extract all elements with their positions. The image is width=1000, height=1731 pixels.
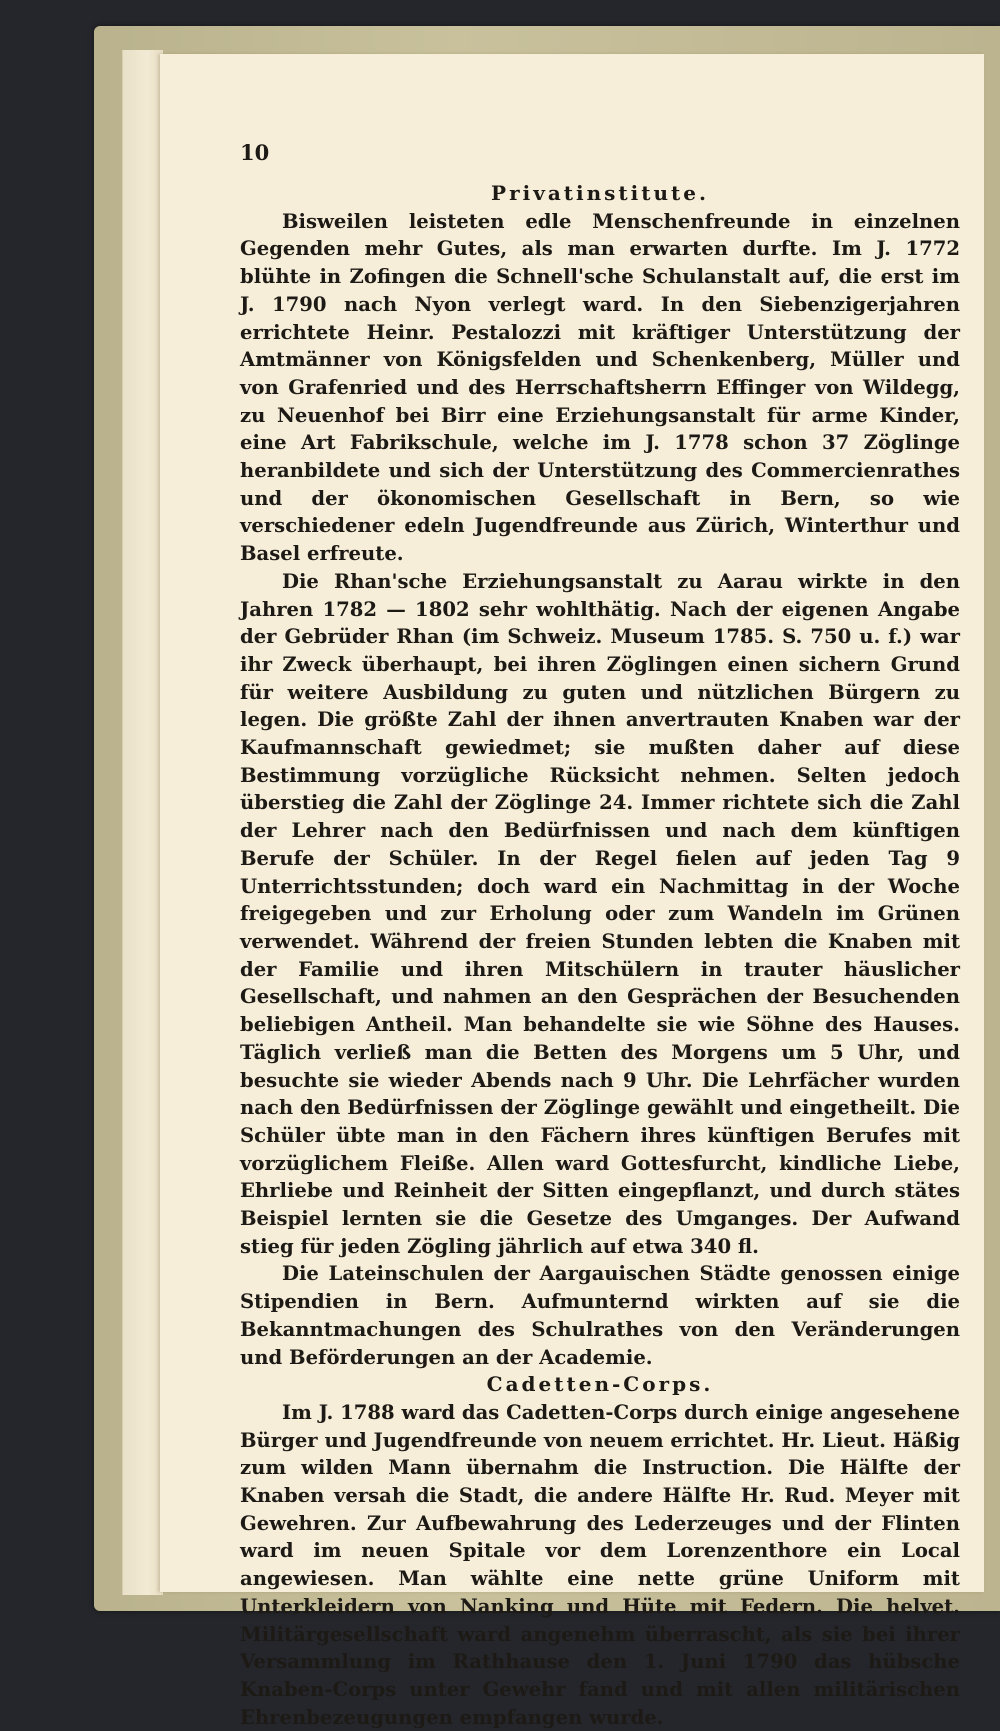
section-heading-privatinstitute: Privatinstitute. <box>491 181 709 205</box>
section-heading-cadetten-corps: Cadetten-Corps. <box>486 1372 714 1397</box>
page-number: 10 <box>240 140 270 165</box>
book-page <box>160 54 984 1729</box>
paragraph: Die Rhan'sche Erziehungsanstalt zu Aarau wirkte in den Jahren 1782 — 1802 sehr wohlthätig. Nach der eigenen Angabe der Gebrüder Rhan (im Schweiz. Museum 1785. S. 750 u. f.) war ihr Zweck überhaupt, bei ihren Zöglingen einen sichern Grund für weitere Ausbildung zu guten und nützlichen Bürgern zu legen. Die größte Zahl der ihnen anvertrauten Knaben war der Kaufmannschaft gewiedmet; sie mußten daher auf diese Bestimmung vorzügliche Rücksicht nehmen. Selten jedoch überstieg die Zahl der Zöglinge 24. Immer richtete sich die Zahl der Lehrer nach den Bedürfnissen und nach dem künftigen Berufe der Schüler. In der Regel fielen auf jeden Tag 9 Unterrichtsstunden; doch ward ein Nachmittag in der Woche freigegeben und zur Erholung oder zum Wandeln im Grünen verwendet. Während der freien Stunden lebten die Knaben mit der Familie und ihren Mitschülern in trauter häuslicher Gesellschaft, und nahmen an den Gesprächen der Besuchenden beliebigen Antheil. Man behandelte sie wie Söhne des Hauses. Täglich verließ man die Betten des Morgens um 5 Uhr, und besuchte sie wieder Abends nach 9 Uhr. Die Lehrfächer wurden nach den Bedürfnissen der Zöglinge gewählt und eingetheilt. Die Schüler übte man in den Fächern ihres künftigen Berufes mit vorzüglichem Fleiße. Allen ward Gottesfurcht, kindliche Liebe, Ehrliebe und Reinheit der Sitten eingepflanzt, und durch stätes Beispiel lernten sie die Gesetze des Umganges. Der Aufwand stieg für jeden Zögling jährlich auf etwa 340 fl. <box>240 569 960 1258</box>
page-edge <box>122 50 163 1595</box>
paragraph: Bisweilen leisteten edle Menschenfreunde in einzelnen Gegenden mehr Gutes, als man erwarten durfte. Im J. 1772 blühte in Zofingen die Schnell'sche Schulanstalt auf, die erst im J. 1790 nach Nyon verlegt ward. In den Siebenzigerjahren errichtete Heinr. Pestalozzi mit kräftiger Unterstützung der Amtmänner von Königsfelden und Schenkenberg, Müller und von Grafenried und des Herrschaftsherrn Effinger von Wildegg, zu Neuenhof bei Birr eine Erziehungsanstalt für arme Kinder, eine Art Fabrikschule, welche im J. 1778 schon 37 Zöglinge heranbildete und sich der Unterstützung des Commercienrathes und der ökonomischen Gesellschaft in Bern, so wie verschiedener edeln Jugendfreunde aus Zürich, Winterthur und Basel erfreute. <box>240 209 960 566</box>
page-text <box>240 142 960 1731</box>
paragraph: Die Lateinschulen der Aargauischen Städte genossen einige Stipendien in Bern. Aufmunternd wirkten auf sie die Bekanntmachungen des Schulrathes von den Veränderungen und Beförderungen an der Academie. <box>240 1262 960 1369</box>
paragraph: Im J. 1788 ward das Cadetten-Corps durch einige angesehene Bürger und Jugendfreunde von neuem errichtet. Hr. Lieut. Häßig zum wilden Mann übernahm die Instruction. Die Hälfte der Knaben versah die Stadt, die andere Hälfte Hr. Rud. Meyer mit Gewehren. Zur Aufbewahrung des Lederzeuges und der Flinten ward im neuen Spitale vor dem Lorenzenthore ein Local angewiesen. Man wählte eine nette grüne Uniform mit Unterkleidern von Nanking und Hüte mit Federn. Die helvet. Militärgesellschaft ward angenehm überrascht, als sie bei ihrer Versammlung im Rathhause den 1. Juni 1790 das hübsche Knaben-Corps unter Gewehr fand und mit allen militärischen Ehrenbezeugungen empfangen wurde. <box>240 1400 960 1729</box>
